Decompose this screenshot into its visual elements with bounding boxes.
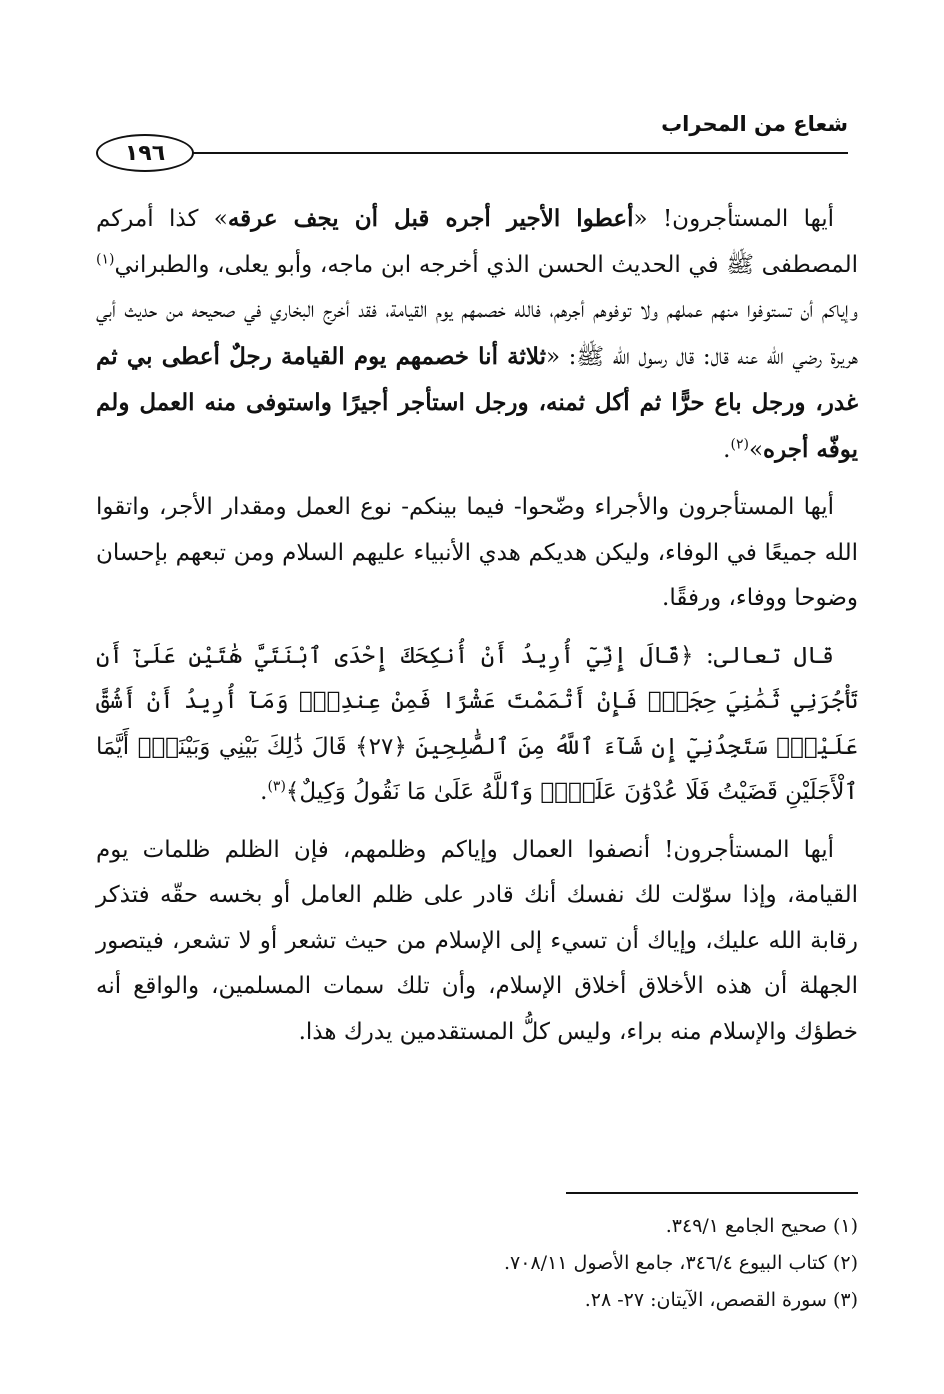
paragraph-4	[96, 828, 858, 1056]
paragraph-1	[96, 196, 858, 473]
footnote-3: (٣) سورة القصص، الآيتان: ٢٧- ٢٨.	[584, 1289, 858, 1311]
text-run: » كذا أمركم المصطفى ﷺ في الحديث الحسن الذي أخرجه ابن ماجه، وأبو يعلى، والطبراني	[96, 206, 858, 278]
bold-quote: أعطوا الأجير أجره قبل أن يجف عرقه	[227, 205, 634, 232]
running-header-title: شعاع من المحراب	[661, 112, 848, 136]
page-number-badge	[96, 134, 194, 172]
footnote-ref: (٢)	[730, 435, 749, 452]
text-run: أيها المستأجرون! «	[633, 206, 834, 232]
footnote-ref: (٣)	[267, 778, 286, 795]
paragraph-2	[96, 485, 858, 622]
header-rule	[110, 152, 848, 154]
page-number: ١٩٦	[124, 140, 166, 166]
text-run: أيها المستأجرون والأجراء وضّحوا- فيما بينكم- نوع العمل ومقدار الأجر، واتقوا الله جميعًا في الوفاء، وليكن هديكم هدي الأنبياء عليهم السلام ومن تبعهم بإحسان وضوحا ووفاء، ورفقًا.	[96, 494, 858, 611]
bold-quote: ثلاثة أنا خصمهم يوم القيامة رجلٌ أعطى بي ثم غدر، ورجل باع حرًّا ثم أكل ثمنه، ورجل استأجر أجيرًا واستوفى منه العمل ولم يوفّه أجره	[96, 342, 858, 463]
body-text	[96, 196, 858, 1055]
paragraph-3	[96, 634, 858, 816]
text-run: .	[260, 779, 268, 805]
footnote-2: (٢) كتاب البيوع ٣٤٦/٤، جامع الأصول ٧٠٨/١١.	[504, 1252, 858, 1274]
footnotes	[96, 1208, 858, 1319]
footnote-ref: (١)	[96, 250, 115, 267]
footnote-rule	[566, 1192, 858, 1194]
text-run: وإياكم أن تستوفوا منهم عملهم ولا توفوهم أجرهم، فالله خصمهم يوم القيامة، فقد أخرج البخاري في صحيحه من حديث أبي هريرة رضي الله عنه قال: قال رسول الله ﷺ: «	[96, 297, 858, 370]
footnote-1: (١) صحيح الجامع ٣٤٩/١.	[665, 1215, 858, 1237]
text-run: »	[748, 436, 764, 463]
text-run: .	[723, 436, 731, 463]
text-run: قال تعالى: ﴿قَالَ إِنِّيٓ أُرِيدُ أَنْ أُنكِحَكَ إِحْدَى ٱبْنَتَيَّ هَٰتَيْنِ عَلَىٰٓ أَن تَأْجُرَنِي ثَمَٰنِيَ حِجَجٍۖ فَإِنْ أَتْمَمْتَ عَشْرًا فَمِنْ عِندِكَۖ وَمَآ أُرِيدُ أَنْ أَشُقَّ عَلَيْكَۚ سَتَجِدُنِيٓ إِن شَآءَ ٱللَّهُ مِنَ ٱلصَّٰلِحِينَ ﴿٢٧﴾ قَالَ ذَٰلِكَ بَيْنِي وَبَيْنَكَۖ أَيَّمَا ٱلْأَجَلَيْنِ قَضَيْتُ فَلَا عُدْوَٰنَ عَلَيَّۖ وَٱللَّهُ عَلَىٰ مَا نَقُولُ وَكِيلٌ﴾	[96, 642, 859, 805]
text-run: أيها المستأجرون! أنصفوا العمال وإياكم وظلمهم، فإن الظلم ظلمات يوم القيامة، وإذا سوّلت لك نفسك أنك قادر على ظلم العامل أو بخسه حقّه فتذكر رقابة الله عليك، وإياك أن تسيء إلى الإسلام من حيث تشعر أو لا تشعر، فيتصور الجهلة أن هذه الأخلاق أخلاق الإسلام، وأن تلك سمات المسلمين، والواقع أنه خطؤك والإسلام منه براء، وليس كلُّ المستقدمين يدرك هذا.	[96, 836, 858, 1045]
